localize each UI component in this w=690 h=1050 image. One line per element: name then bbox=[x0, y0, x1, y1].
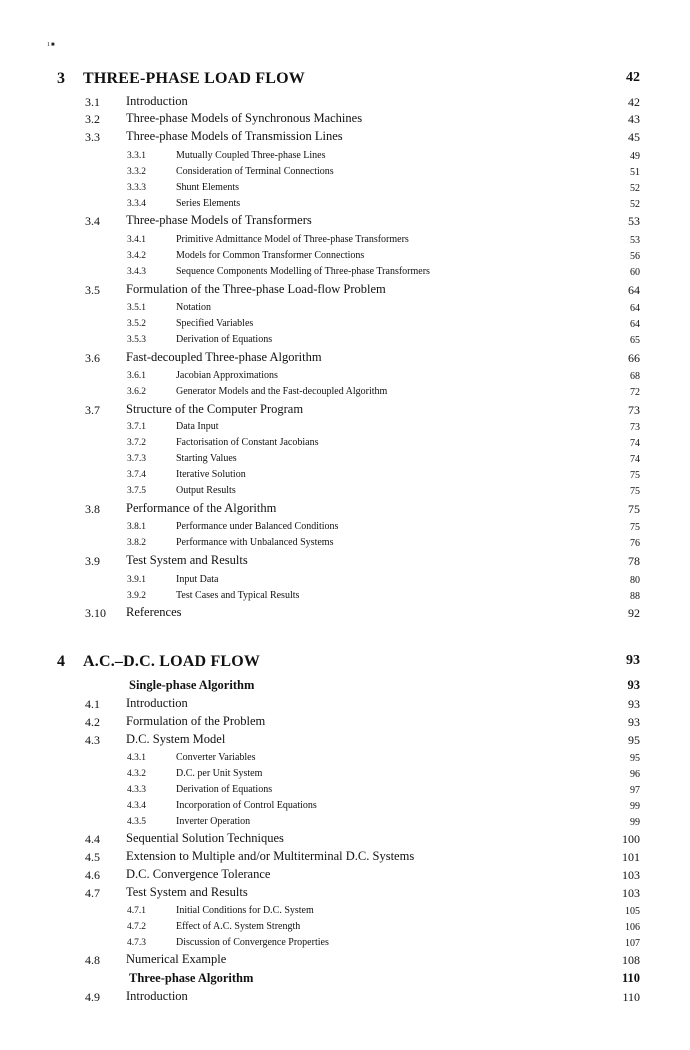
section-entry bbox=[0, 989, 690, 1005]
entry-page-number: 95 bbox=[630, 753, 640, 764]
entry-page-number: 78 bbox=[628, 554, 640, 568]
entry-number: 3.5 bbox=[85, 283, 100, 297]
entry-number: 3.4.2 bbox=[127, 251, 146, 261]
entry-title: Series Elements bbox=[176, 198, 241, 209]
entry-number: 3.9.1 bbox=[127, 575, 146, 585]
entry-title: Numerical Example bbox=[126, 952, 227, 966]
chapter-number: 4 bbox=[57, 653, 65, 670]
subsection-entry bbox=[0, 181, 690, 197]
subsection-entry bbox=[0, 767, 690, 783]
entry-number: 3.5.1 bbox=[127, 303, 146, 313]
entry-number: 3.3.2 bbox=[127, 167, 146, 177]
entry-title: Three-phase Models of Transmission Lines bbox=[126, 129, 343, 143]
entry-page-number: 52 bbox=[630, 199, 640, 210]
entry-number: 4.3.4 bbox=[127, 801, 146, 811]
entry-title: Formulation of the Problem bbox=[126, 714, 266, 728]
entry-page-number: 92 bbox=[628, 606, 640, 620]
entry-title: Iterative Solution bbox=[176, 469, 246, 480]
entry-title: Inverter Operation bbox=[176, 816, 251, 827]
entry-number: 4.1 bbox=[85, 697, 100, 711]
entry-page-number: 64 bbox=[630, 303, 640, 314]
entry-number: 3.7.2 bbox=[127, 438, 146, 448]
entry-number: 3.7.5 bbox=[127, 486, 146, 496]
entry-number: 3.3.4 bbox=[127, 199, 146, 209]
entry-page-number: 68 bbox=[630, 371, 640, 382]
subsection-entry bbox=[0, 301, 690, 317]
subsection-entry bbox=[0, 249, 690, 265]
entry-title: Performance under Balanced Conditions bbox=[176, 521, 339, 532]
entry-title: Notation bbox=[176, 302, 211, 313]
entry-title: D.C. System Model bbox=[126, 732, 226, 746]
section-entry bbox=[0, 350, 690, 366]
entry-title: Extension to Multiple and/or Multiterminal D.C. Systems bbox=[126, 849, 415, 863]
entry-number: 3.1 bbox=[85, 95, 100, 109]
entry-number: 3.5.2 bbox=[127, 319, 146, 329]
entry-page-number: 99 bbox=[630, 817, 640, 828]
subsection-entry bbox=[0, 165, 690, 181]
subsection-entry bbox=[0, 484, 690, 500]
entry-title: Incorporation of Control Equations bbox=[176, 800, 317, 811]
entry-title: Derivation of Equations bbox=[176, 334, 273, 345]
section-entry bbox=[0, 553, 690, 569]
entry-title: Initial Conditions for D.C. System bbox=[176, 905, 314, 916]
chapter-number: 3 bbox=[57, 70, 65, 87]
entry-page-number: 51 bbox=[630, 167, 640, 178]
section-entry bbox=[0, 952, 690, 968]
entry-page-number: 93 bbox=[628, 715, 640, 729]
entry-page-number: 60 bbox=[630, 267, 640, 278]
entry-number: 4.4 bbox=[85, 832, 100, 846]
entry-page-number: 80 bbox=[630, 575, 640, 586]
entry-page-number: 64 bbox=[628, 283, 640, 297]
entry-number: 3.8 bbox=[85, 502, 100, 516]
section-entry bbox=[0, 94, 690, 110]
subsection-entry bbox=[0, 333, 690, 349]
entry-number: 4.3.2 bbox=[127, 769, 146, 779]
entry-number: 4.2 bbox=[85, 715, 100, 729]
entry-page-number: 49 bbox=[630, 151, 640, 162]
entry-number: 3.8.1 bbox=[127, 522, 146, 532]
subsection-entry bbox=[0, 149, 690, 165]
entry-page-number: 103 bbox=[622, 868, 640, 882]
chapter-page-number: 93 bbox=[626, 653, 640, 668]
chapter-heading bbox=[0, 70, 690, 86]
subsection-entry bbox=[0, 589, 690, 605]
entry-page-number: 72 bbox=[630, 387, 640, 398]
entry-page-number: 108 bbox=[622, 953, 640, 967]
subsection-entry bbox=[0, 904, 690, 920]
entry-title: Specified Variables bbox=[176, 318, 254, 329]
subsection-entry bbox=[0, 920, 690, 936]
subsection-entry bbox=[0, 369, 690, 385]
section-entry bbox=[0, 213, 690, 229]
subsection-entry bbox=[0, 420, 690, 436]
entry-title: Derivation of Equations bbox=[176, 784, 273, 795]
entry-title: Test Cases and Typical Results bbox=[176, 590, 300, 601]
entry-title: Introduction bbox=[126, 94, 188, 108]
entry-number: 3.7.4 bbox=[127, 470, 146, 480]
entry-page-number: 110 bbox=[622, 990, 640, 1004]
subsection-entry bbox=[0, 317, 690, 333]
entry-page-number: 93 bbox=[628, 697, 640, 711]
subsection-entry bbox=[0, 815, 690, 831]
section-entry bbox=[0, 282, 690, 298]
section-entry bbox=[0, 501, 690, 517]
entry-title: Fast-decoupled Three-phase Algorithm bbox=[126, 350, 322, 364]
entry-page-number: 73 bbox=[630, 422, 640, 433]
entry-page-number: 75 bbox=[630, 470, 640, 481]
subsection-entry bbox=[0, 536, 690, 552]
entry-title: Generator Models and the Fast-decoupled Algorithm bbox=[176, 386, 388, 397]
section-entry bbox=[0, 885, 690, 901]
entry-number: 3.7.3 bbox=[127, 454, 146, 464]
entry-number: 3.5.3 bbox=[127, 335, 146, 345]
entry-title: Converter Variables bbox=[176, 752, 256, 763]
entry-number: 4.3.5 bbox=[127, 817, 146, 827]
entry-title: Test System and Results bbox=[126, 885, 248, 899]
subsection-entry bbox=[0, 233, 690, 249]
entry-title: Starting Values bbox=[176, 453, 237, 464]
entry-title: Test System and Results bbox=[126, 553, 248, 567]
entry-title: Sequential Solution Techniques bbox=[126, 831, 284, 845]
entry-page-number: 43 bbox=[628, 112, 640, 126]
entry-page-number: 93 bbox=[627, 678, 640, 692]
part-heading bbox=[0, 678, 690, 694]
entry-page-number: 66 bbox=[628, 351, 640, 365]
entry-title: Factorisation of Constant Jacobians bbox=[176, 437, 319, 448]
entry-number: 3.6.2 bbox=[127, 387, 146, 397]
entry-number: 3.4.1 bbox=[127, 235, 146, 245]
entry-page-number: 75 bbox=[630, 486, 640, 497]
section-entry bbox=[0, 696, 690, 712]
entry-title: Shunt Elements bbox=[176, 182, 240, 193]
section-entry bbox=[0, 831, 690, 847]
entry-page-number: 95 bbox=[628, 733, 640, 747]
entry-number: 4.7 bbox=[85, 886, 100, 900]
entry-title: Formulation of the Three-phase Load-flow Problem bbox=[126, 282, 386, 296]
entry-page-number: 74 bbox=[630, 454, 640, 465]
entry-number: 3.4 bbox=[85, 214, 100, 228]
subsection-entry bbox=[0, 520, 690, 536]
entry-title: Single-phase Algorithm bbox=[129, 678, 255, 692]
entry-number: 4.7.1 bbox=[127, 906, 146, 916]
entry-number: 3.9.2 bbox=[127, 591, 146, 601]
entry-title: Consideration of Terminal Connections bbox=[176, 166, 334, 177]
entry-page-number: 100 bbox=[622, 832, 640, 846]
entry-title: Output Results bbox=[176, 485, 236, 496]
subsection-entry bbox=[0, 197, 690, 213]
entry-title: Three-phase Models of Transformers bbox=[126, 213, 312, 227]
subsection-entry bbox=[0, 799, 690, 815]
entry-page-number: 96 bbox=[630, 769, 640, 780]
entry-number: 3.10 bbox=[85, 606, 106, 620]
entry-number: 3.7 bbox=[85, 403, 100, 417]
subsection-entry bbox=[0, 751, 690, 767]
entry-page-number: 75 bbox=[628, 502, 640, 516]
subsection-entry bbox=[0, 452, 690, 468]
entry-number: 3.2 bbox=[85, 112, 100, 126]
entry-page-number: 64 bbox=[630, 319, 640, 330]
entry-number: 4.3 bbox=[85, 733, 100, 747]
entry-number: 4.7.3 bbox=[127, 938, 146, 948]
entry-title: Discussion of Convergence Properties bbox=[176, 937, 329, 948]
entry-page-number: 75 bbox=[630, 522, 640, 533]
entry-page-number: 45 bbox=[628, 130, 640, 144]
chapter-title: A.C.–D.C. LOAD FLOW bbox=[83, 653, 261, 670]
section-entry bbox=[0, 714, 690, 730]
entry-page-number: 88 bbox=[630, 591, 640, 602]
entry-number: 3.7.1 bbox=[127, 422, 146, 432]
entry-number: 3.6.1 bbox=[127, 371, 146, 381]
section-entry bbox=[0, 402, 690, 418]
entry-title: Data Input bbox=[176, 421, 219, 432]
entry-number: 3.4.3 bbox=[127, 267, 146, 277]
entry-number: 4.3.3 bbox=[127, 785, 146, 795]
entry-title: Introduction bbox=[126, 696, 188, 710]
entry-page-number: 101 bbox=[622, 850, 640, 864]
subsection-entry bbox=[0, 783, 690, 799]
entry-title: Effect of A.C. System Strength bbox=[176, 921, 301, 932]
section-entry bbox=[0, 129, 690, 145]
entry-page-number: 106 bbox=[625, 922, 640, 933]
entry-number: 4.9 bbox=[85, 990, 100, 1004]
entry-title: D.C. per Unit System bbox=[176, 768, 263, 779]
page-folio: 1■ bbox=[47, 42, 56, 48]
entry-title: Structure of the Computer Program bbox=[126, 402, 304, 416]
subsection-entry bbox=[0, 573, 690, 589]
section-entry bbox=[0, 732, 690, 748]
entry-title: References bbox=[126, 605, 182, 619]
subsection-entry bbox=[0, 468, 690, 484]
section-entry bbox=[0, 867, 690, 883]
subsection-entry bbox=[0, 436, 690, 452]
chapter-title: THREE-PHASE LOAD FLOW bbox=[83, 70, 306, 87]
entry-title: Performance of the Algorithm bbox=[126, 501, 277, 515]
entry-title: Input Data bbox=[176, 574, 219, 585]
entry-title: Sequence Components Modelling of Three-phase Transformers bbox=[176, 266, 430, 277]
subsection-entry bbox=[0, 265, 690, 281]
entry-page-number: 73 bbox=[628, 403, 640, 417]
entry-number: 3.8.2 bbox=[127, 538, 146, 548]
entry-title: D.C. Convergence Tolerance bbox=[126, 867, 271, 881]
entry-number: 4.6 bbox=[85, 868, 100, 882]
entry-number: 3.3.3 bbox=[127, 183, 146, 193]
section-entry bbox=[0, 849, 690, 865]
entry-page-number: 110 bbox=[621, 971, 640, 985]
entry-title: Primitive Admittance Model of Three-phase Transformers bbox=[176, 234, 409, 245]
entry-title: Models for Common Transformer Connections bbox=[176, 250, 365, 261]
entry-title: Introduction bbox=[126, 989, 188, 1003]
entry-page-number: 74 bbox=[630, 438, 640, 449]
entry-number: 4.7.2 bbox=[127, 922, 146, 932]
entry-title: Mutually Coupled Three-phase Lines bbox=[176, 150, 326, 161]
entry-page-number: 107 bbox=[625, 938, 640, 949]
subsection-entry bbox=[0, 385, 690, 401]
entry-number: 4.8 bbox=[85, 953, 100, 967]
subsection-entry bbox=[0, 936, 690, 952]
entry-number: 3.3.1 bbox=[127, 151, 146, 161]
part-heading bbox=[0, 971, 690, 987]
entry-page-number: 105 bbox=[625, 906, 640, 917]
entry-page-number: 65 bbox=[630, 335, 640, 346]
entry-page-number: 97 bbox=[630, 785, 640, 796]
entry-title: Three-phase Models of Synchronous Machines bbox=[126, 111, 363, 125]
entry-title: Three-phase Algorithm bbox=[129, 971, 254, 985]
entry-page-number: 53 bbox=[630, 235, 640, 246]
section-entry bbox=[0, 605, 690, 621]
entry-number: 3.6 bbox=[85, 351, 100, 365]
entry-page-number: 76 bbox=[630, 538, 640, 549]
entry-page-number: 99 bbox=[630, 801, 640, 812]
entry-page-number: 42 bbox=[628, 95, 640, 109]
chapter-page-number: 42 bbox=[626, 70, 640, 85]
entry-number: 3.9 bbox=[85, 554, 100, 568]
entry-page-number: 103 bbox=[622, 886, 640, 900]
entry-number: 4.3.1 bbox=[127, 753, 146, 763]
entry-page-number: 56 bbox=[630, 251, 640, 262]
section-entry bbox=[0, 111, 690, 127]
entry-title: Jacobian Approximations bbox=[176, 370, 278, 381]
entry-page-number: 53 bbox=[628, 214, 640, 228]
entry-title: Performance with Unbalanced Systems bbox=[176, 537, 334, 548]
entry-page-number: 52 bbox=[630, 183, 640, 194]
entry-number: 4.5 bbox=[85, 850, 100, 864]
entry-number: 3.3 bbox=[85, 130, 100, 144]
chapter-heading bbox=[0, 653, 690, 669]
